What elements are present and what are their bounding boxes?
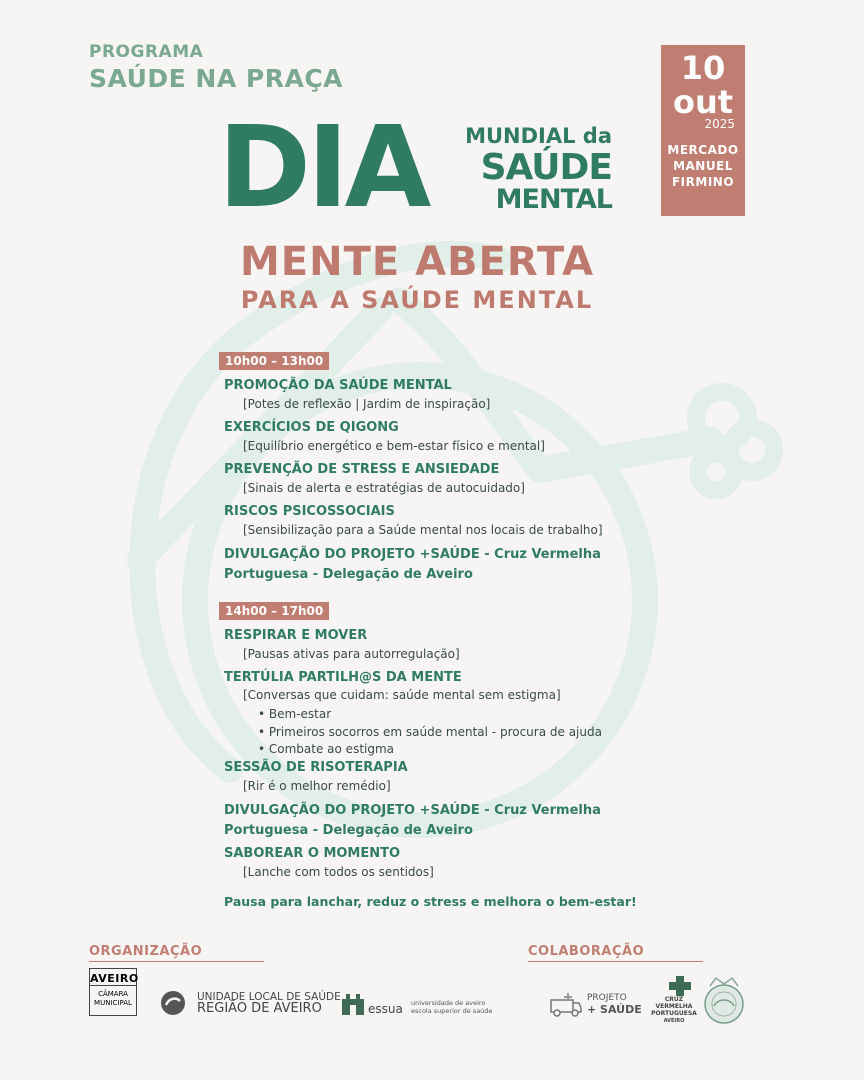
cruz-vermelha-text xyxy=(650,996,698,1025)
cv-line-1: CRUZ xyxy=(664,996,684,1003)
cv-line-2: VERMELHA xyxy=(655,1003,693,1010)
cv-line-4: AVEIRO xyxy=(663,1018,685,1024)
activity-title: TERTÚLIA PARTILH@S DA MENTE xyxy=(224,670,462,685)
program-label: PROGRAMA xyxy=(89,42,204,62)
activity-title: EXERCÍCIOS DE QIGONG xyxy=(224,420,399,435)
activity-title: PROMOÇÃO DA SAÚDE MENTAL xyxy=(224,378,452,393)
bullet-item: • Primeiros socorros em saúde mental - procura de ajuda xyxy=(258,725,602,739)
aveiro-sub-2: MUNICIPAL xyxy=(94,999,132,1007)
date-year: 2025 xyxy=(704,117,735,131)
uls-logo-text xyxy=(197,991,341,1015)
collaboration-label: COLABORAÇÃO xyxy=(528,944,645,959)
organization-label: ORGANIZAÇÃO xyxy=(89,944,203,959)
activity-title: DIVULGAÇÃO DO PROJETO +SAÚDE - Cruz Vermelha xyxy=(224,803,601,818)
projeto-line-2: + SAÚDE xyxy=(587,1003,642,1016)
date-day: 10 xyxy=(680,49,726,87)
venue-line-1: MERCADO xyxy=(667,143,739,157)
bullet-item: • Bem-estar xyxy=(258,707,332,721)
afternoon-time-badge: 14h00 – 17h00 xyxy=(219,602,329,620)
activity-desc: [Pausas ativas para autorregulação] xyxy=(243,647,460,661)
uls-line-2: REGIÃO DE AVEIRO xyxy=(197,1001,322,1016)
aveiro-logo-subtitle xyxy=(90,986,136,1008)
date-badge xyxy=(661,45,745,216)
activity-title: SESSÃO DE RISOTERAPIA xyxy=(224,760,408,775)
program-name: SAÚDE NA PRAÇA xyxy=(89,64,344,93)
morning-time-badge: 10h00 – 13h00 xyxy=(219,352,329,370)
venue-line-3: FIRMINO xyxy=(671,175,735,189)
activity-desc: [Sensibilização para a Saúde mental nos locais de trabalho] xyxy=(243,523,603,537)
activity-title: DIVULGAÇÃO DO PROJETO +SAÚDE - Cruz Vermelha xyxy=(224,547,601,562)
activity-desc: [Equilíbrio energético e bem-estar físico e mental] xyxy=(243,439,545,453)
projeto-saude-text xyxy=(587,993,642,1017)
date-month: out xyxy=(672,83,734,121)
pause-message: Pausa para lanchar, reduz o stress e melhora o bem-estar! xyxy=(224,894,637,909)
aveiro-sub-1: CÂMARA xyxy=(98,990,128,998)
activity-desc: [Rir é o melhor remédio] xyxy=(243,779,391,793)
essua-sub-1: universidade de aveiro xyxy=(411,999,486,1007)
activity-desc: [Lanche com todos os sentidos] xyxy=(243,865,434,879)
activity-desc: [Potes de reflexão | Jardim de inspiração] xyxy=(243,397,491,411)
collaboration-divider xyxy=(528,961,703,962)
title-mental: MENTAL xyxy=(495,184,612,215)
cv-line-3: PORTUGUESA xyxy=(651,1010,697,1017)
projeto-line-1: PROJETO xyxy=(587,993,627,1003)
aveiro-logo xyxy=(89,968,137,1016)
title-saude: SAÚDE xyxy=(480,147,612,188)
headline: MENTE ABERTA xyxy=(239,239,595,285)
title-mundial: MUNDIAL da xyxy=(465,124,612,148)
activity-title: SABOREAR O MOMENTO xyxy=(224,846,401,861)
activity-title: RESPIRAR E MOVER xyxy=(224,628,368,643)
seal-icon xyxy=(702,976,746,1026)
title-block xyxy=(462,126,612,213)
activity-title-continued: Portuguesa - Delegação de Aveiro xyxy=(224,567,473,582)
projeto-saude-van-icon xyxy=(549,992,583,1018)
bullet-item: • Combate ao estigma xyxy=(258,742,395,756)
red-cross-icon xyxy=(668,975,692,997)
uls-logo-icon xyxy=(160,990,186,1016)
venue xyxy=(661,142,745,190)
activity-title: RISCOS PSICOSSOCIAIS xyxy=(224,504,395,519)
essua-sub-2: escola superior de saúde xyxy=(411,1007,493,1015)
essua-text: essua xyxy=(368,1002,403,1016)
subheadline: PARA A SAÚDE MENTAL xyxy=(240,286,594,314)
activity-title: PREVENÇÃO DE STRESS E ANSIEDADE xyxy=(224,462,500,477)
essua-logo-icon xyxy=(341,993,365,1017)
activity-title-continued: Portuguesa - Delegação de Aveiro xyxy=(224,823,473,838)
activity-desc: [Conversas que cuidam: saúde mental sem estigma] xyxy=(243,688,561,702)
venue-line-2: MANUEL xyxy=(673,159,733,173)
aveiro-logo-title: AVEIRO xyxy=(90,969,136,986)
uls-line-1: UNIDADE LOCAL DE SAÚDE xyxy=(197,991,341,1003)
activity-desc: [Sinais de alerta e estratégias de autocuidado] xyxy=(243,481,525,495)
essua-subtitle xyxy=(411,999,492,1015)
title-dia: DIA xyxy=(218,103,428,233)
organization-divider xyxy=(89,961,264,962)
